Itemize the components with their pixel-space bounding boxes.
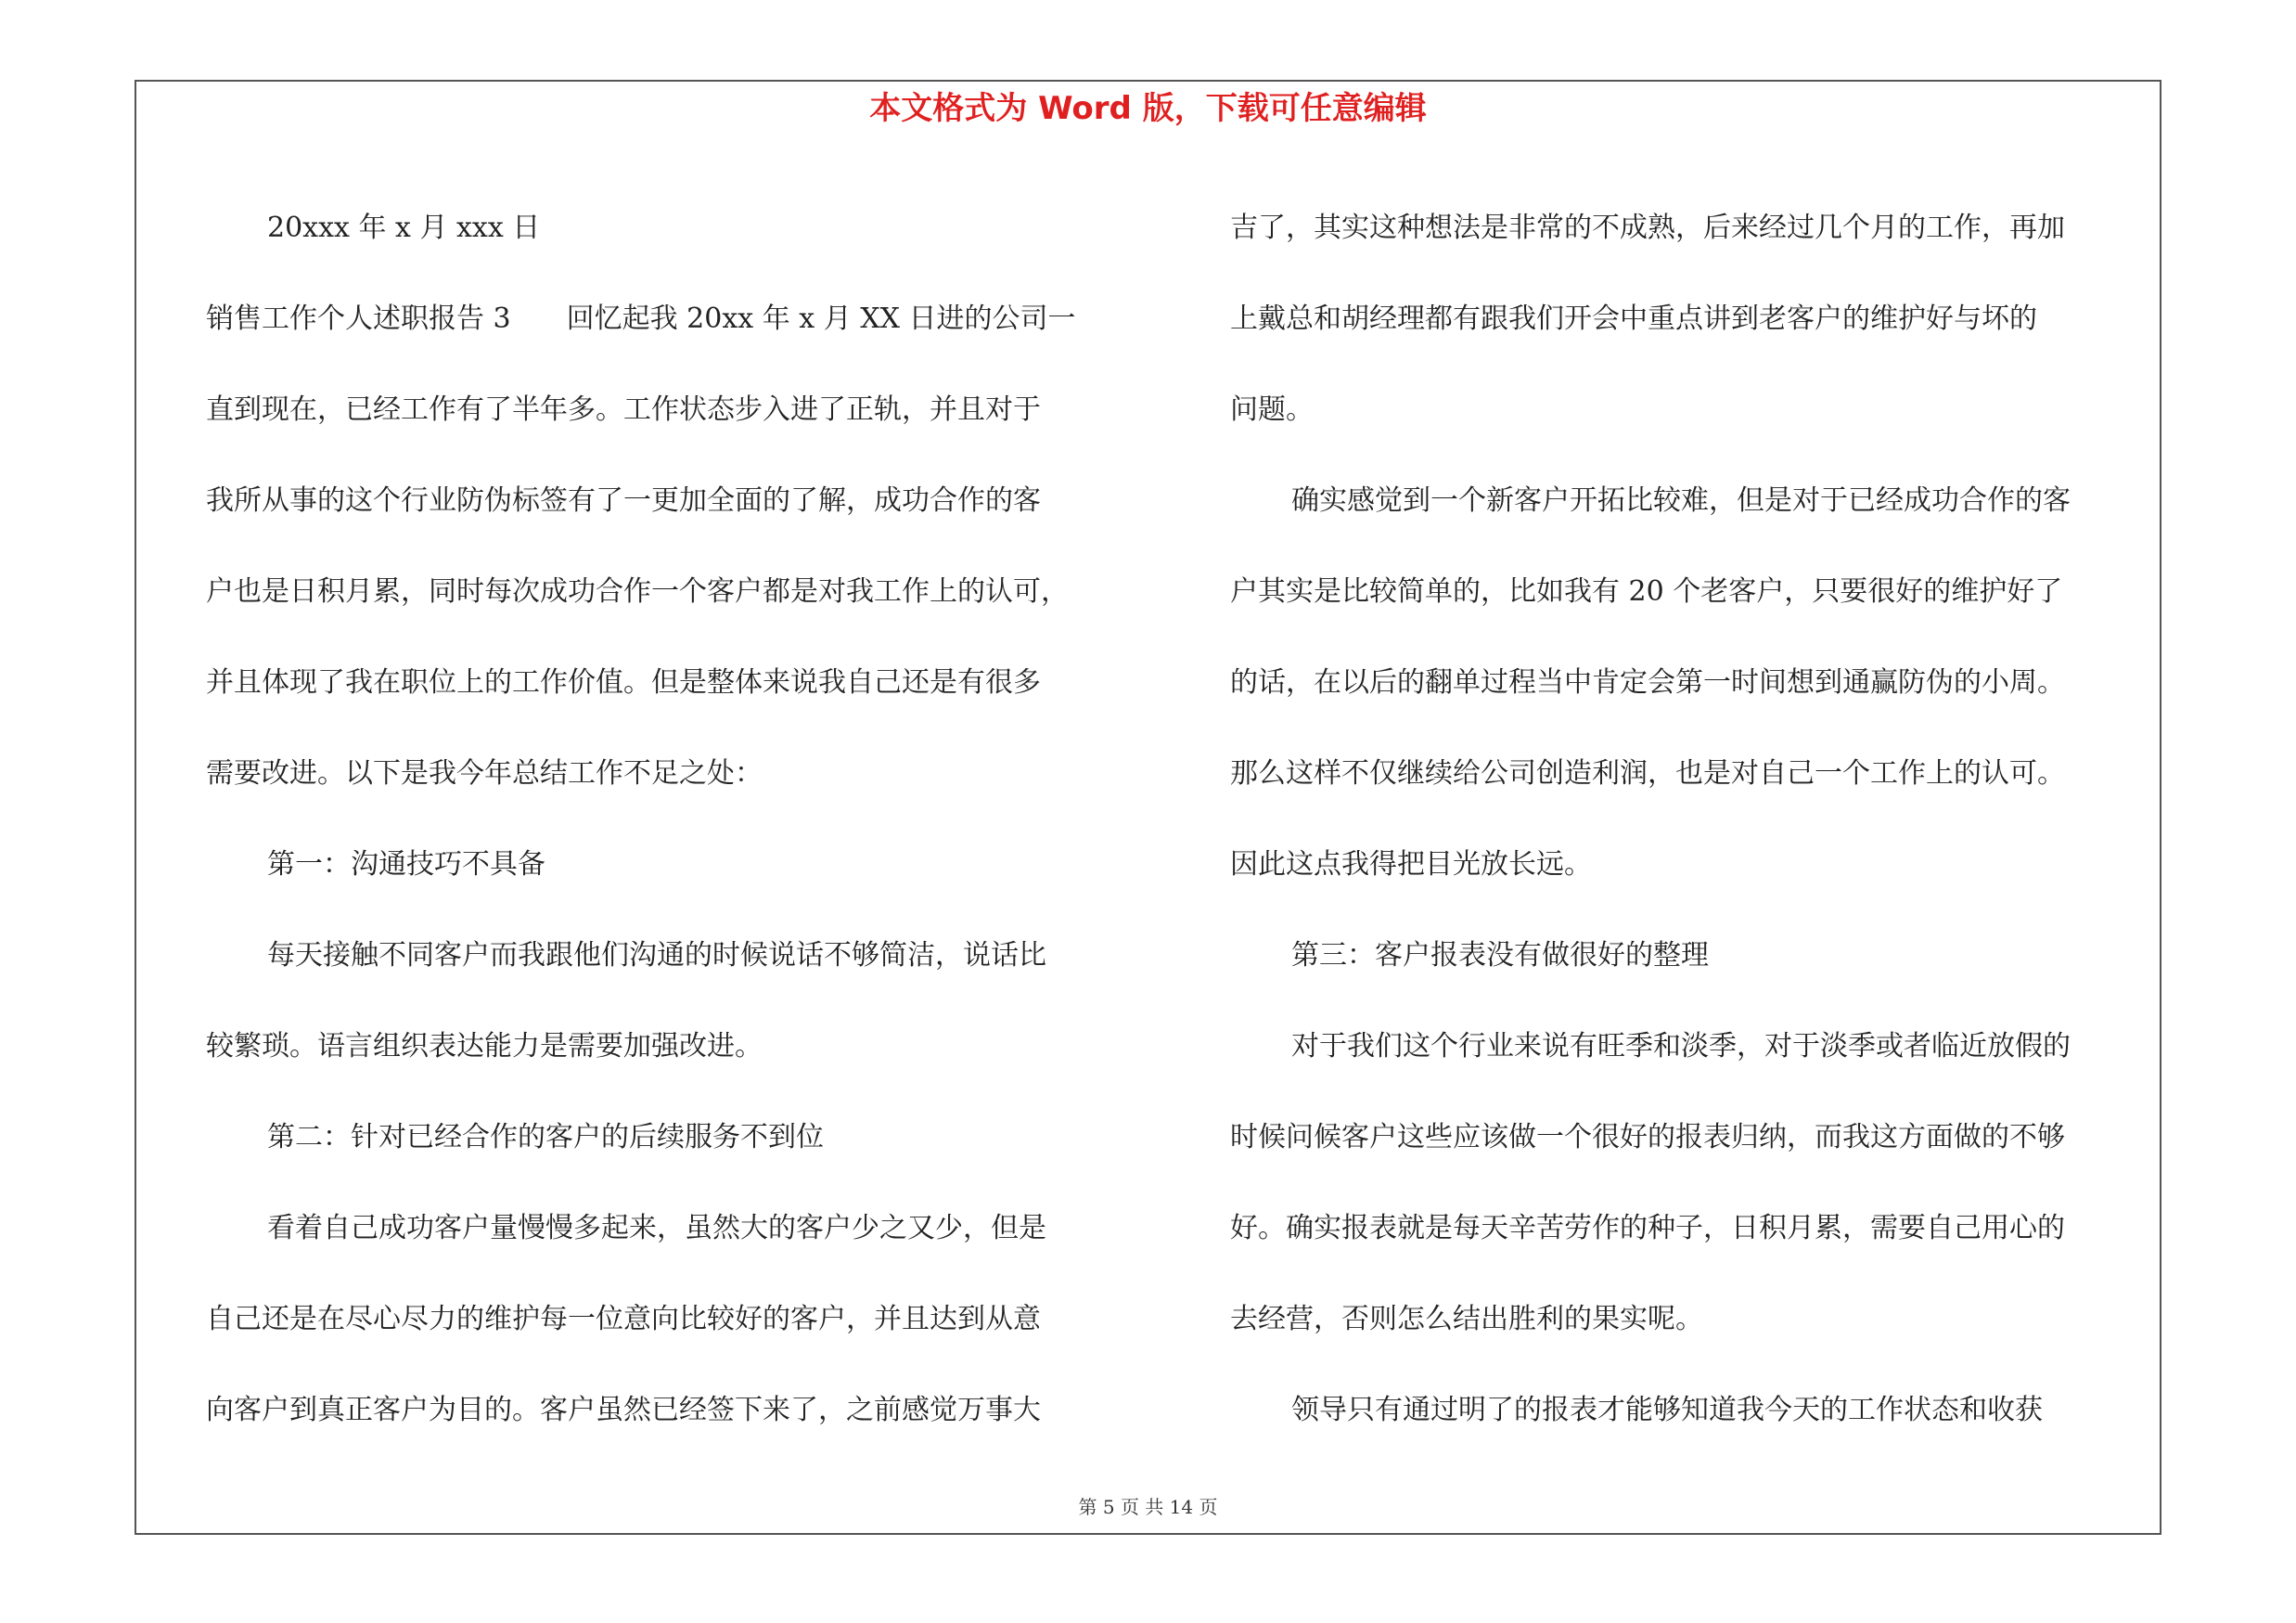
body-line: 较繁琐。语言组织表达能力是需要加强改进。 (206, 1030, 763, 1063)
section-heading-3: 第三：客户报表没有做很好的整理 (1291, 939, 1709, 972)
body-line: 需要改进。以下是我今年总结工作不足之处： (206, 757, 763, 790)
page-number-footer: 第 5 页 共 14 页 (1078, 1496, 1218, 1518)
body-line: 户也是日积月累，同时每次成功合作一个客户都是对我工作上的认可， (206, 575, 1069, 608)
body-line: 吉了，其实这种想法是非常的不成熟，后来经过几个月的工作，再加 (1230, 212, 2065, 244)
body-line: 每天接触不同客户而我跟他们沟通的时候说话不够简洁，说话比 (267, 939, 1046, 972)
body-line: 确实感觉到一个新客户开拓比较难，但是对于已经成功合作的客 (1291, 484, 2071, 517)
body-line: 时候问候客户这些应该做一个很好的报表归纳，而我这方面做的不够 (1230, 1121, 2065, 1153)
body-line: 那么这样不仅继续给公司创造利润，也是对自己一个工作上的认可。 (1230, 757, 2065, 790)
body-line: 直到现在，已经工作有了半年多。工作状态步入进了正轨，并且对于 (206, 393, 1041, 426)
left-text-column (206, 183, 1134, 1456)
body-line: 并且体现了我在职位上的工作价值。但是整体来说我自己还是有很多 (206, 666, 1041, 699)
section-heading-1: 第一：沟通技巧不具备 (267, 848, 545, 881)
body-line: 对于我们这个行业来说有旺季和淡季，对于淡季或者临近放假的 (1291, 1030, 2071, 1063)
body-line: 我所从事的这个行业防伪标签有了一更加全面的了解，成功合作的客 (206, 484, 1041, 517)
body-line: 领导只有通过明了的报表才能够知道我今天的工作状态和收获 (1291, 1394, 2043, 1426)
body-line: 好。确实报表就是每天辛苦劳作的种子，日积月累，需要自己用心的 (1230, 1212, 2065, 1244)
right-text-column (1230, 183, 2167, 1456)
body-line: 户其实是比较简单的，比如我有 20 个老客户，只要很好的维护好了 (1230, 575, 2063, 608)
body-line: 的话，在以后的翻单过程当中肯定会第一时间想到通赢防伪的小周。 (1230, 666, 2065, 699)
body-line: 销售工作个人述职报告 3 回忆起我 20xx 年 x 月 XX 日进的公司一 (206, 303, 1076, 335)
body-line: 去经营，否则怎么结出胜利的果实呢。 (1230, 1303, 1703, 1335)
body-line: 因此这点我得把目光放长远。 (1230, 848, 1592, 881)
section-heading-2: 第二：针对已经合作的客户的后续服务不到位 (267, 1121, 824, 1153)
body-line: 上戴总和胡经理都有跟我们开会中重点讲到老客户的维护好与坏的 (1230, 303, 2037, 335)
body-line: 问题。 (1230, 393, 1314, 426)
body-line: 自己还是在尽心尽力的维护每一位意向比较好的客户，并且达到从意 (206, 1303, 1041, 1335)
body-line: 看着自己成功客户量慢慢多起来，虽然大的客户少之又少，但是 (267, 1212, 1046, 1244)
word-format-banner: 本文格式为 Word 版，下载可任意编辑 (869, 90, 1427, 127)
body-line: 向客户到真正客户为目的。客户虽然已经签下来了，之前感觉万事大 (206, 1394, 1041, 1426)
date-line: 20xxx 年 x 月 xxx 日 (267, 212, 541, 244)
